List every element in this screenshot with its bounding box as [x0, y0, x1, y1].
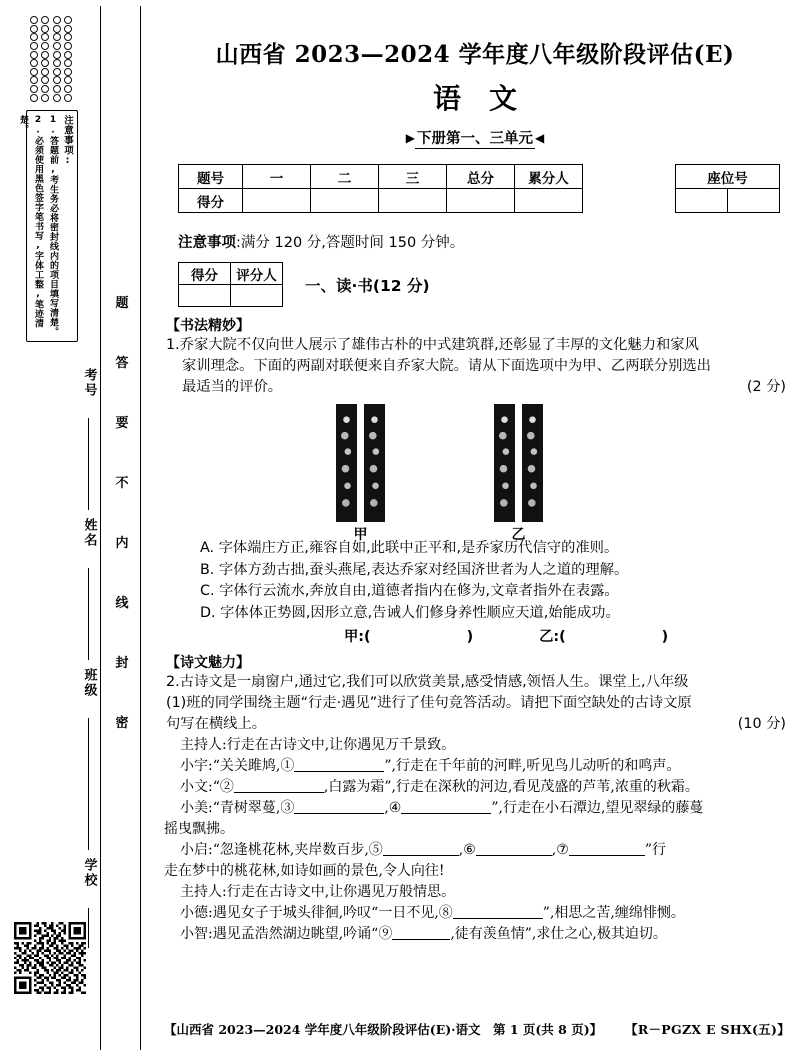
- couplet-jia: [336, 404, 385, 522]
- sidebar-leader-line-4[interactable]: [88, 908, 89, 948]
- seat-table-header: 座位号: [676, 165, 780, 189]
- answer-bubble: [53, 76, 61, 84]
- answer-bubble: [30, 51, 38, 59]
- answer-bubble: [41, 76, 49, 84]
- answer-bubble: [41, 25, 49, 33]
- dialogue-text-xiaozhi: :遇见孟浩然湖边眺望,吟诵“⑨: [208, 926, 393, 942]
- sidebar-leader-line-3[interactable]: [88, 718, 89, 850]
- q1-answer-yi-close: ): [661, 629, 669, 645]
- score-table-header-1: 一: [243, 165, 311, 189]
- seal-char-2: 要: [115, 416, 129, 431]
- answer-bubble: [30, 94, 38, 102]
- score-cell-2[interactable]: [311, 189, 379, 213]
- exam-scope: [164, 127, 786, 148]
- answer-blank-7[interactable]: [569, 855, 645, 856]
- table-row-values: [179, 189, 583, 213]
- speaker-xiaowen: 小文: [180, 779, 208, 795]
- couplet-yi-scroll-left: [522, 404, 543, 522]
- page-title: 山西省 2023—2024 学年度八年级阶段评估(E): [215, 41, 735, 68]
- table-row-headers: [179, 165, 583, 189]
- answer-bubble: [41, 51, 49, 59]
- q1-options: [164, 538, 786, 624]
- dialogue-tail2-xiaoqi: ,⑦: [551, 842, 569, 858]
- answer-bubble: [64, 76, 72, 84]
- answer-bubble: [30, 68, 38, 76]
- couplet-jia-scroll-left: [364, 404, 385, 522]
- q1-option-a[interactable]: A. 字体端庄方正,雍容自如,此联中正平和,是乔家历代信守的准则。: [200, 540, 619, 556]
- score-cell-1[interactable]: [243, 189, 311, 213]
- answer-bubble: [30, 76, 38, 84]
- sidebar-notice-box: [18, 110, 78, 342]
- speaker-host-1: 主持人: [180, 737, 222, 753]
- q2-dialogue: [164, 735, 786, 945]
- answer-bubble: [41, 59, 49, 67]
- seal-char-7: 密: [115, 716, 129, 731]
- dialogue-text-xiaowen: :“②: [208, 779, 234, 795]
- answer-bubble: [53, 25, 61, 33]
- seat-number-table: [675, 164, 780, 213]
- answer-blank-1[interactable]: [294, 771, 384, 772]
- table-row-header: [676, 165, 780, 189]
- q1-line-1: 乔家大院不仅向世人展示了雄伟古朴的中式建筑群,还彰显了丰厚的文化魅力和家风: [179, 337, 699, 353]
- dialogue-tail-xiaozhi: ,徒有羡鱼情”,求仕之心,极其迫切。: [450, 926, 667, 942]
- q1-answer-jia-close: ): [466, 629, 474, 645]
- dialogue-text-xiaomei: :“青树翠蔓,③: [208, 800, 295, 816]
- dialogue-line-host-1: [180, 735, 786, 756]
- score-table-header-4: 总分: [447, 165, 515, 189]
- grader-row: [164, 262, 786, 307]
- footer-right: 【R－PGZX E SHX(五)】: [625, 1022, 790, 1037]
- dialogue-cont-xiaomei: 摇曳飘拂。: [164, 821, 234, 837]
- seal-char-6: 封: [115, 656, 129, 671]
- answer-bubble-grid: [28, 16, 74, 102]
- answer-blank-3[interactable]: [294, 813, 384, 814]
- q2-number: 2.: [166, 674, 180, 690]
- answer-bubble: [53, 85, 61, 93]
- answer-bubble: [30, 25, 38, 33]
- q1-bracket-heading: 【书法精妙】: [166, 318, 250, 334]
- answer-bubble: [64, 94, 72, 102]
- table-row-headers: [179, 263, 283, 285]
- dialogue-line-xiaowen: [180, 777, 786, 798]
- score-cell-5[interactable]: [515, 189, 583, 213]
- sidebar-field-school: 学校: [81, 858, 97, 888]
- exam-notice-label: 注意事项: [178, 235, 236, 251]
- couplet-jia-scroll-right: [336, 404, 357, 522]
- score-table-header-5: 累分人: [515, 165, 583, 189]
- q1-answer-yi-label: 乙:(: [539, 629, 566, 645]
- answer-bubble: [53, 51, 61, 59]
- footer-left: 【山西省 2023—2024 学年度八年级阶段评估(E)·语文 第 1 页(共 8 页)】: [164, 1022, 603, 1037]
- dialogue-text-host-1: :行走在古诗文中,让你遇见万千景致。: [222, 737, 456, 753]
- seal-char-4: 内: [115, 536, 129, 551]
- answer-bubble: [64, 68, 72, 76]
- couplet-images: [164, 404, 786, 543]
- speaker-xiaode: 小德: [180, 905, 208, 921]
- dialogue-tail-xiaoyu: ”,行走在千年前的河畔,听见鸟儿动听的和鸣声。: [384, 758, 681, 774]
- couplet-yi-label: 乙: [511, 527, 526, 543]
- score-tables-row: [164, 164, 786, 213]
- answer-bubble: [53, 16, 61, 24]
- dialogue-text-xiaoqi: :“忽逢桃花林,夹岸数百步,⑤: [208, 842, 383, 858]
- seat-cell-1[interactable]: [676, 189, 728, 213]
- sidebar-leader-line-2[interactable]: [88, 568, 89, 660]
- answer-bubble: [30, 85, 38, 93]
- answer-bubble: [64, 33, 72, 41]
- exam-main-content: [150, 0, 800, 1056]
- dialogue-cont-xiaoqi: 走在梦中的桃花林,如诗如画的景色,令人向往!: [164, 863, 445, 879]
- sidebar-field-exam-number: 考号: [81, 368, 97, 398]
- q2-points: (10 分): [737, 716, 786, 732]
- seal-char-1: 答: [115, 356, 129, 371]
- q1-number: 1.: [166, 337, 180, 353]
- sidebar-notice-line-2: 2.必须使用黑色签字笔书写,字体工整,笔迹清楚。: [18, 115, 43, 328]
- exam-scope-label: 下册第一、三单元: [417, 131, 533, 147]
- answer-bubble: [41, 94, 49, 102]
- page-footer: [150, 1020, 800, 1038]
- q1-option-d[interactable]: D. 字体体正势圆,因形立意,告诫人们修身养性顺应天道,始能成功。: [200, 604, 620, 621]
- sidebar-vertical-rule-inner: [140, 6, 141, 1050]
- answer-bubble: [64, 42, 72, 50]
- speaker-xiaoyu: 小宇: [180, 758, 208, 774]
- dialogue-line-host-2: [180, 882, 786, 903]
- dialogue-tail-xiaowen: ,白露为霜”,行走在深秋的河边,看见茂盛的芦苇,浓重的秋霜。: [323, 779, 699, 795]
- dialogue-line-xiaozhi: [180, 924, 786, 945]
- answer-bubble: [64, 16, 72, 24]
- score-table-header-2: 二: [311, 165, 379, 189]
- q1-answer-jia-label: 甲:(: [344, 629, 371, 645]
- dialogue-tail-xiaoqi: ,⑥: [458, 842, 476, 858]
- answer-blank-4[interactable]: [401, 813, 491, 814]
- score-table: [178, 164, 583, 213]
- answer-bubble: [41, 42, 49, 50]
- answer-blank-6[interactable]: [476, 855, 552, 856]
- answer-bubble: [53, 33, 61, 41]
- answer-bubble: [41, 85, 49, 93]
- dialogue-line-xiaomei: [180, 798, 786, 819]
- dialogue-line-xiaode: [180, 903, 786, 924]
- dialogue-tail2-xiaomei: ”,行走在小石潭边,望见翠绿的藤蔓: [491, 800, 704, 816]
- couplet-yi-scroll-right: [494, 404, 515, 522]
- qr-code-icon[interactable]: [14, 922, 86, 994]
- q1-line-3: 最适当的评价。: [182, 379, 283, 395]
- answer-bubble: [30, 33, 38, 41]
- score-cell-3[interactable]: [379, 189, 447, 213]
- answer-bubble: [30, 59, 38, 67]
- sealed-line-sidebar: [0, 0, 150, 1056]
- dialogue-tail-xiaode: ”,相思之苦,缠绵悱恻。: [542, 905, 685, 921]
- q2-bracket-heading: 【诗文魅力】: [166, 655, 250, 671]
- score-cell-4[interactable]: [447, 189, 515, 213]
- answer-bubble: [64, 59, 72, 67]
- grader-table: [178, 262, 283, 307]
- grader-cell-score[interactable]: [179, 285, 231, 307]
- section-heading-1: 一、读·书(12 分): [305, 276, 430, 295]
- dialogue-tail-xiaomei: ,④: [384, 800, 402, 816]
- speaker-xiaozhi: 小智: [180, 926, 208, 942]
- sidebar-vertical-rule-outer: [100, 6, 101, 1050]
- dialogue-text-host-2: :行走在古诗文中,让你遇见万般情思。: [222, 884, 456, 900]
- answer-bubble: [64, 51, 72, 59]
- answer-bubble: [53, 42, 61, 50]
- grader-header-marker: 评分人: [231, 263, 283, 285]
- seal-char-3: 不: [115, 476, 129, 491]
- score-table-header-0: 题号: [179, 165, 243, 189]
- couplet-jia-label: 甲: [353, 527, 368, 543]
- grader-header-score: 得分: [179, 263, 231, 285]
- sidebar-leader-line-1[interactable]: [88, 418, 89, 510]
- exam-notice-text: :满分 120 分,答题时间 150 分钟。: [236, 235, 465, 251]
- q2-line-1: 古诗文是一扇窗户,通过它,我们可以欣赏美景,感受情感,领悟人生。课堂上,八年级: [179, 674, 689, 690]
- sidebar-notice-line-1: 1.答题前,考生务必将密封线内的项目填写清楚。: [48, 115, 58, 337]
- q2-line-3: 句写在横线上。: [166, 716, 267, 732]
- sidebar-field-name: 姓名: [81, 518, 97, 548]
- seal-char-5: 线: [115, 596, 129, 611]
- triangle-left-icon: ▶: [405, 131, 415, 145]
- subject-title: 语文: [432, 82, 545, 115]
- table-row-values: [179, 285, 283, 307]
- speaker-xiaoqi: 小启: [180, 842, 208, 858]
- dialogue-text-xiaoyu: :“关关雎鸠,①: [208, 758, 295, 774]
- answer-blank-5[interactable]: [383, 855, 459, 856]
- q1-option-b[interactable]: B. 字体方劲古拙,蚕头燕尾,表达乔家对经国济世者为人之道的理解。: [200, 561, 629, 578]
- answer-bubble: [53, 94, 61, 102]
- speaker-xiaomei: 小美: [180, 800, 208, 816]
- answer-bubble: [53, 68, 61, 76]
- answer-bubble: [41, 16, 49, 24]
- q1-line-2: 家训理念。下面的两副对联便来自乔家大院。请从下面选项中为甲、乙两联分别选出: [182, 358, 711, 374]
- answer-blank-9[interactable]: [392, 939, 450, 940]
- q2-stem: [164, 672, 786, 735]
- answer-blank-8[interactable]: [453, 918, 543, 919]
- answer-bubble: [30, 16, 38, 24]
- dialogue-tail3-xiaoqi: ”行: [644, 842, 666, 858]
- dialogue-line-xiaoqi: [180, 840, 786, 861]
- q1-answer-line: [164, 626, 786, 646]
- q1-option-c[interactable]: C. 字体行云流水,奔放自由,道德者指内在修为,文章者指外在表露。: [200, 583, 619, 599]
- answer-bubble: [41, 33, 49, 41]
- answer-bubble: [30, 42, 38, 50]
- answer-bubble: [64, 85, 72, 93]
- exam-notice: [164, 231, 786, 252]
- dialogue-text-xiaode: :遇见女子于城头徘徊,吟叹“一日不见,⑧: [208, 905, 453, 921]
- answer-bubble: [41, 68, 49, 76]
- speaker-host-2: 主持人: [180, 884, 222, 900]
- q1-stem: [164, 335, 786, 398]
- answer-bubble: [64, 25, 72, 33]
- answer-blank-2[interactable]: [234, 792, 324, 793]
- sidebar-field-class: 班级: [81, 668, 97, 698]
- sidebar-notice-title: 注意事项:: [62, 115, 73, 167]
- q1-points: (2 分): [746, 379, 786, 395]
- seat-cell-2[interactable]: [728, 189, 780, 213]
- dialogue-line-xiaoyu: [180, 756, 786, 777]
- answer-bubble: [53, 59, 61, 67]
- grader-cell-marker[interactable]: [231, 285, 283, 307]
- score-table-header-3: 三: [379, 165, 447, 189]
- q2-line-2: (1)班的同学围绕主题“行走·遇见”进行了佳句竞答活动。请把下面空缺处的古诗文原: [166, 695, 692, 711]
- triangle-right-icon: ◀: [535, 131, 545, 145]
- couplet-yi: [494, 404, 543, 522]
- table-row-values: [676, 189, 780, 213]
- seal-char-0: 题: [115, 296, 129, 311]
- score-table-row-label: 得分: [179, 189, 243, 213]
